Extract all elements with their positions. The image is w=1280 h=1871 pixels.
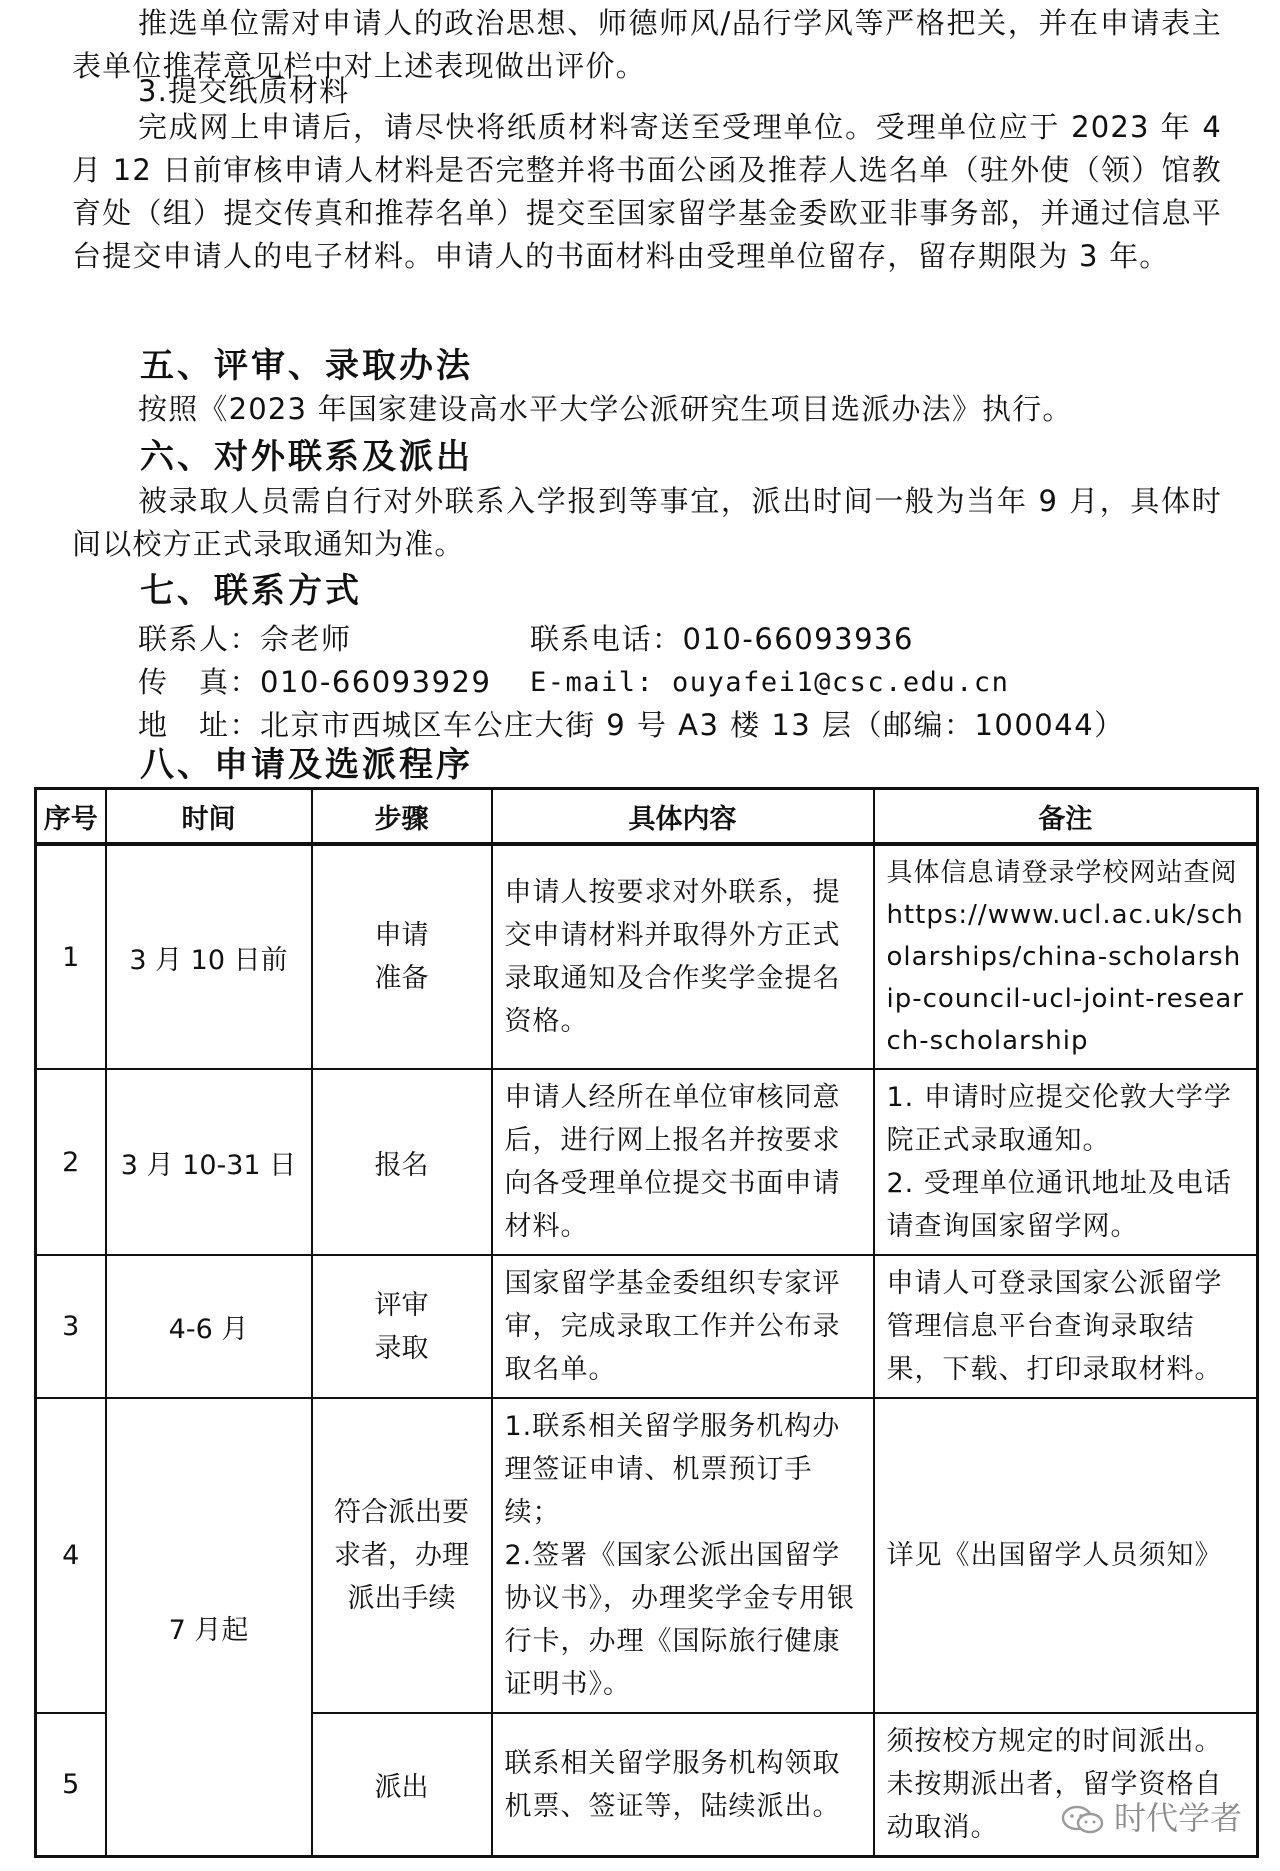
- watermark-text: 时代学者: [1113, 1799, 1242, 1837]
- row-step: 申请 准备: [312, 844, 492, 1069]
- row-note: 详见《出国留学人员须知》: [874, 1398, 1258, 1713]
- row-content: 申请人按要求对外联系，提交申请材料并取得外方正式录取通知及合作奖学金提名资格。: [492, 844, 874, 1069]
- header-note: 备注: [874, 789, 1258, 845]
- wechat-watermark: [1060, 1793, 1242, 1839]
- row-content: 1.联系相关留学服务机构办理签证申请、机票预订手续； 2.签署《国家公派出国留学协议书》，办理奖学金专用银行卡，办理《国际旅行健康证明书》。: [492, 1398, 874, 1713]
- header-step: 步骤: [312, 789, 492, 845]
- row-step: 符合派出要求者，办理派出手续: [312, 1398, 492, 1713]
- table-row: [36, 844, 1258, 1069]
- row-no: 1: [36, 844, 106, 1069]
- row-no: 2: [36, 1069, 106, 1255]
- section-heading-procedure: 八、申请及选派程序: [140, 745, 473, 785]
- paragraph-paper-materials: 完成网上申请后，请尽快将纸质材料寄送至受理单位。受理单位应于 2023 年 4 月 12 日前审核申请人材料是否完整并将书面公函及推荐人选名单（驻外使（领）馆教育处（组）提交传真和推荐名单）提交至国家留学基金委欧亚非事务部，并通过信息平台提交申请人的电子材料。申请人的书面材料由受理单位留存，留存期限为 3 年。: [72, 110, 1222, 273]
- row-time: 7 月起: [106, 1398, 312, 1857]
- table-header-row: [36, 789, 1258, 845]
- header-time: 时间: [106, 789, 312, 845]
- row-note: 1. 申请时应提交伦敦大学学院正式录取通知。 2. 受理单位通讯地址及电话请查询国家留学网。: [874, 1069, 1258, 1255]
- row-content: 申请人经所在单位审核同意后，进行网上报名并按要求向各受理单位提交书面申请材料。: [492, 1069, 874, 1255]
- contact-person: 联系人：佘老师: [138, 622, 352, 656]
- header-content: 具体内容: [492, 789, 874, 845]
- row-step: 派出: [312, 1713, 492, 1857]
- row-no: 3: [36, 1255, 106, 1398]
- section-text-dispatch: 被录取人员需自行对外联系入学报到等事宜，派出时间一般为当年 9 月，具体时间以校方正式录取通知为准。: [72, 484, 1222, 561]
- contact-address: 地 址：北京市西城区车公庄大街 9 号 A3 楼 13 层（邮编：100044）: [138, 708, 1125, 742]
- section-text-review: 按照《2023 年国家建设高水平大学公派研究生项目选派办法》执行。: [138, 392, 1073, 426]
- procedure-table: [34, 787, 1259, 1858]
- row-step: 评审 录取: [312, 1255, 492, 1398]
- row-no: 4: [36, 1398, 106, 1713]
- table-row: [36, 1069, 1258, 1255]
- contact-email[interactable]: E-mail: ouyafei1@csc.edu.cn: [530, 667, 1010, 698]
- paragraph-recommendation: 推选单位需对申请人的政治思想、师德师风/品行学风等严格把关，并在申请表主表单位推荐意见栏中对上述表现做出评价。: [72, 6, 1222, 83]
- item-submit-paper: 3.提交纸质材料: [138, 74, 350, 108]
- section-heading-contact: 七、联系方式: [140, 571, 362, 611]
- row-no: 5: [36, 1713, 106, 1857]
- section-heading-contact-dispatch: 六、对外联系及派出: [140, 437, 473, 477]
- row-note: 申请人可登录国家公派留学管理信息平台查询录取结果，下载、打印录取材料。: [874, 1255, 1258, 1398]
- row-content: 国家留学基金委组织专家评审，完成录取工作并公布录取名单。: [492, 1255, 874, 1398]
- row-content: 联系相关留学服务机构领取机票、签证等，陆续派出。: [492, 1713, 874, 1857]
- contact-fax: 传 真：010-66093929: [138, 665, 492, 699]
- row-time: 3 月 10 日前: [106, 844, 312, 1069]
- wechat-icon: [1060, 1805, 1106, 1835]
- section-heading-review: 五、评审、录取办法: [140, 346, 473, 386]
- header-no: 序号: [36, 789, 106, 845]
- row-note: 具体信息请登录学校网站查阅 https://www.ucl.ac.uk/scholarships/china-scholarship-council-ucl-joint-research-scholarship: [874, 844, 1258, 1069]
- table-row: [36, 1398, 1258, 1713]
- row-step: 报名: [312, 1069, 492, 1255]
- row-note: 须按校方规定的时间派出。未按期派出者，留学资格自动取消。: [874, 1713, 1258, 1857]
- table-row: [36, 1255, 1258, 1398]
- row-time: 3 月 10-31 日: [106, 1069, 312, 1255]
- row-time: 4-6 月: [106, 1255, 312, 1398]
- contact-phone: 联系电话：010-66093936: [530, 622, 914, 656]
